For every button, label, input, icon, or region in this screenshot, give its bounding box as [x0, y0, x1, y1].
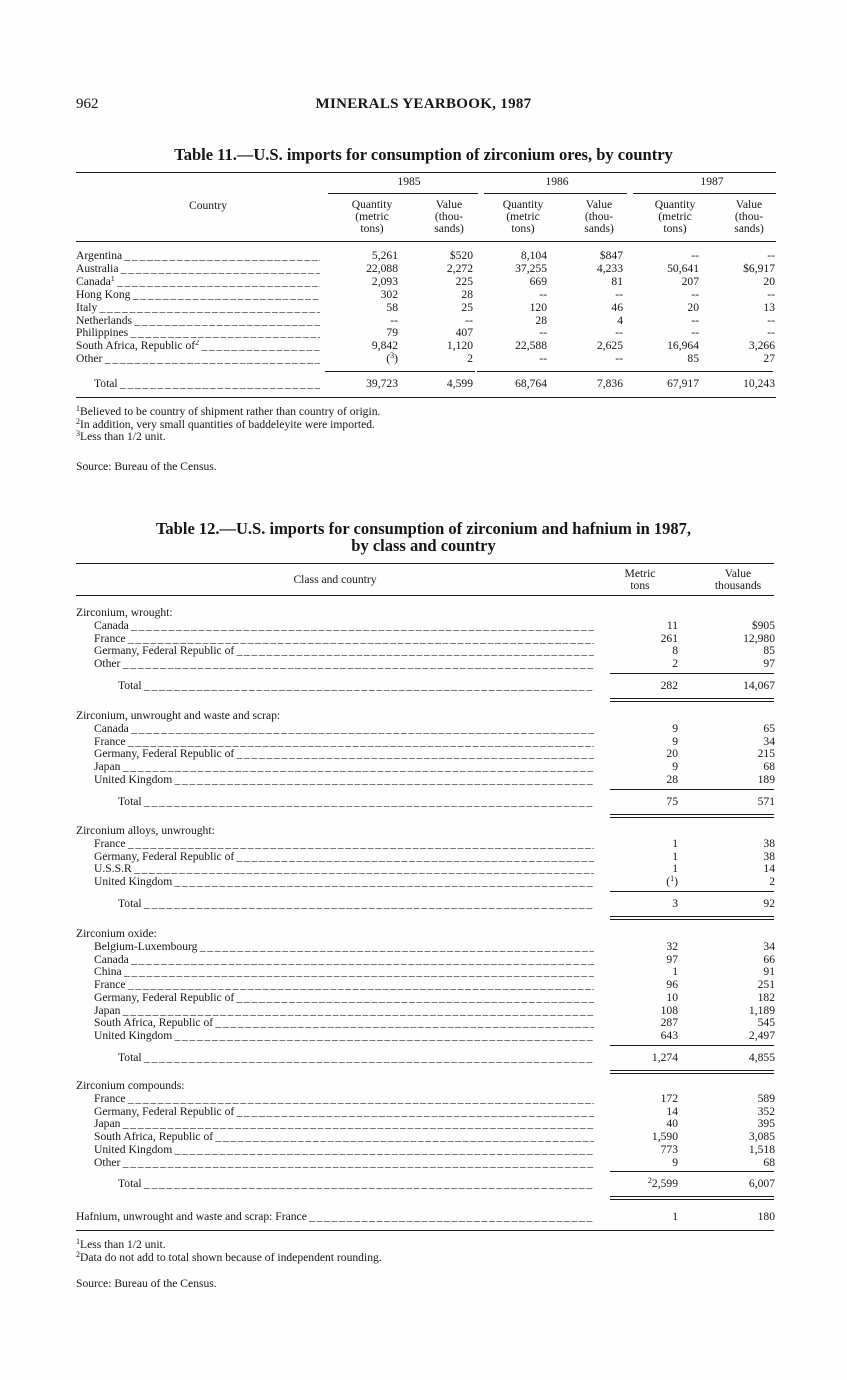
source-note: Source: Bureau of the Census. — [76, 460, 217, 473]
column-header: Quantity — [351, 198, 393, 211]
value-cell: 2 — [769, 875, 775, 889]
column-header: Quantity — [502, 198, 544, 211]
column-header: Value — [735, 198, 763, 211]
table-cell: 3,266 — [748, 339, 775, 353]
table-row-label: Germany, Federal Republic of _ _ _ — [94, 645, 594, 658]
value-cell: 68 — [763, 760, 775, 774]
table-cell: 22,088 — [366, 261, 398, 275]
table-row-label: Other _ _ _ — [76, 353, 320, 366]
value-cell: 182 — [757, 990, 775, 1004]
value-cell: 1,518 — [748, 1142, 775, 1156]
value-cell: 65 — [763, 722, 775, 735]
tons-cell: 1 — [672, 849, 678, 863]
table-row-label: Japan _ _ _ — [94, 761, 594, 774]
table-cell: 302 — [380, 287, 398, 301]
column-header: (metric — [355, 210, 389, 223]
table-row-label: U.S.S.R _ _ _ — [94, 863, 594, 876]
column-header: (thou- — [434, 210, 464, 223]
total-row-label: Total _ _ _ — [118, 898, 594, 911]
total-tons-cell: 1,274 — [651, 1050, 678, 1064]
table-12-title: Table 12.—U.S. imports for consumption of zirconium and hafnium in 1987, — [155, 519, 692, 538]
year-spanner-rule — [633, 193, 776, 194]
footnote-marker: 1 — [76, 404, 80, 413]
table-row-label: Japan _ _ _ — [94, 1005, 594, 1018]
table-cell: 2 — [467, 352, 473, 366]
table-cell: 669 — [529, 274, 547, 288]
total-row-label: Total _ _ _ — [118, 680, 594, 693]
footnote-marker: 2 — [195, 340, 200, 348]
footnote: $^1$Less than 1/2 unit. — [76, 1237, 166, 1251]
column-header: sands) — [434, 222, 464, 235]
value-cell: 12,980 — [743, 631, 775, 645]
total-value-cell: 92 — [763, 896, 775, 910]
total-tons-cell: $^2$2,599 — [647, 1176, 678, 1191]
table-cell: 28 — [535, 313, 547, 327]
total-row-label: Total _ _ _ — [94, 378, 320, 391]
column-header: sands) — [734, 222, 764, 235]
tons-cell: 28 — [666, 772, 678, 786]
table-row-label: South Africa, Republic of _ _ _ — [94, 1017, 594, 1030]
table-cell: 16,964 — [667, 339, 699, 353]
table-row-label: Germany, Federal Republic of _ _ _ — [94, 1106, 594, 1119]
table-row-label: France _ _ _ — [94, 1093, 594, 1106]
table-11-title: Table 11.—U.S. imports for consumption of zirconium ores, by country — [174, 145, 673, 164]
value-cell: 180 — [757, 1210, 775, 1223]
subtotal-rule — [610, 789, 774, 790]
tons-cell: 9 — [672, 1155, 678, 1169]
value-cell: 68 — [763, 1155, 775, 1169]
table-row-label: Netherlands _ _ _ — [76, 315, 320, 328]
value-cell: 14 — [763, 862, 775, 876]
value-cell: 545 — [757, 1016, 775, 1030]
table-cell: -- — [767, 287, 775, 301]
footnote-marker: 2 — [76, 416, 80, 426]
table-row-label: China _ _ _ — [94, 966, 594, 979]
total-cell: 10,243 — [743, 377, 775, 390]
table-row-label: France _ _ _ — [94, 838, 594, 851]
year-header: 1987 — [700, 175, 724, 188]
tons-cell: 9 — [672, 734, 678, 748]
table-cell: -- — [691, 287, 699, 301]
stub-header: Class and country — [293, 573, 377, 586]
section-heading: Zirconium alloys, unwrought: — [76, 824, 215, 837]
running-head: MINERALS YEARBOOK, 1987 — [315, 96, 532, 112]
tons-cell: 172 — [660, 1092, 678, 1105]
table-cell: 225 — [455, 274, 473, 288]
tons-cell: 9 — [672, 760, 678, 774]
table-cell: 58 — [386, 300, 398, 314]
table-cell: 4 — [617, 313, 623, 327]
year-header: 1985 — [397, 175, 421, 188]
tons-cell: 261 — [660, 631, 678, 645]
value-cell: $905 — [751, 619, 775, 632]
table-cell: 46 — [611, 300, 623, 314]
footnote-marker: 1 — [110, 275, 115, 283]
tons-cell: 10 — [666, 990, 678, 1004]
table-cell: 79 — [386, 326, 398, 340]
total-double-rule — [610, 817, 774, 818]
hafnium-row-label: Hafnium, unwrought and waste and scrap: France _ _ _ — [76, 1211, 594, 1224]
section-heading: Zirconium, wrought: — [76, 606, 173, 619]
table-cell: 25 — [461, 300, 473, 314]
tons-cell: 643 — [660, 1028, 678, 1042]
column-header: tons) — [511, 222, 535, 235]
tons-cell: 8 — [672, 644, 678, 658]
table-cell: -- — [539, 287, 547, 301]
subtotal-rule — [325, 371, 475, 372]
table-row-label: Germany, Federal Republic of _ _ _ — [94, 992, 594, 1005]
table-cell: -- — [465, 313, 473, 327]
table-11-top-rule — [76, 172, 776, 173]
table-row-label: Hong Kong _ _ _ — [76, 289, 320, 302]
total-double-rule — [610, 814, 774, 815]
footnote: $^1$Believed to be country of shipment rather than country of origin. — [76, 404, 381, 418]
value-cell: 352 — [757, 1104, 775, 1118]
tons-cell: 1 — [672, 837, 678, 850]
table-row-label: France _ _ _ — [94, 979, 594, 992]
table-cell: -- — [615, 326, 623, 340]
year-header: 1986 — [545, 175, 569, 188]
column-header: Value — [585, 198, 613, 211]
tons-cell: ($^1$) — [666, 874, 678, 889]
footnote-marker: 2 — [647, 1176, 652, 1186]
subtotal-rule — [610, 891, 774, 892]
table-row-label: Other _ _ _ — [94, 658, 594, 671]
table-cell: 13 — [763, 300, 775, 314]
table-cell: -- — [615, 287, 623, 301]
table-cell: 2,625 — [596, 339, 623, 353]
table-cell: 2,272 — [446, 261, 473, 275]
column-header: (metric — [506, 210, 540, 223]
section-heading: Zirconium oxide: — [76, 927, 157, 940]
value-cell: 251 — [757, 978, 775, 992]
tons-cell: 96 — [666, 978, 678, 992]
table-12-header-rule — [76, 595, 774, 596]
column-header: thousands — [714, 579, 762, 592]
table-cell: 207 — [681, 274, 699, 288]
total-double-rule — [610, 1073, 774, 1074]
subtotal-rule — [610, 1171, 774, 1172]
table-cell: 22,588 — [515, 339, 547, 353]
tons-cell: 14 — [666, 1104, 678, 1118]
tons-cell: 20 — [666, 747, 678, 761]
table-row-label: Philippines _ _ _ — [76, 327, 320, 340]
table-cell: -- — [390, 313, 398, 327]
footnote-marker: 2 — [76, 1250, 80, 1259]
year-spanner-rule — [484, 193, 627, 194]
table-11-bottom-rule — [76, 397, 776, 398]
table-cell: -- — [691, 326, 699, 340]
subtotal-rule — [610, 673, 774, 674]
table-row-label: Canada$^1$ _ _ _ — [76, 276, 320, 289]
total-double-rule — [610, 698, 774, 699]
column-header: tons) — [663, 222, 687, 235]
subtotal-rule — [623, 371, 773, 372]
section-heading: Zirconium compounds: — [76, 1079, 185, 1092]
table-cell: $847 — [599, 249, 623, 262]
tons-cell: 1 — [672, 1210, 678, 1223]
value-cell: 85 — [763, 644, 775, 658]
value-cell: 97 — [763, 657, 775, 671]
table-cell: 5,261 — [371, 249, 398, 262]
total-double-rule — [610, 919, 774, 920]
total-cell: 7,836 — [596, 377, 623, 390]
table-row-label: Other _ _ _ — [94, 1157, 594, 1170]
stub-header: Country — [188, 199, 227, 212]
value-cell: 38 — [763, 849, 775, 863]
column-header: Quantity — [654, 198, 696, 211]
table-cell: -- — [539, 352, 547, 366]
tons-cell: 1 — [672, 862, 678, 876]
value-cell: 2,497 — [748, 1028, 775, 1042]
table-row-label: Australia _ _ _ — [76, 263, 320, 276]
footnote: $^2$In addition, very small quantities of baddeleyite were imported. — [76, 416, 375, 431]
tons-cell: 97 — [666, 952, 678, 966]
column-header: Value — [435, 198, 463, 211]
table-cell: $6,917 — [743, 261, 775, 275]
table-cell: ($^3$) — [386, 351, 398, 366]
value-cell: 215 — [757, 747, 775, 761]
total-cell: 4,599 — [446, 377, 473, 390]
footnote-marker: 1 — [76, 1237, 80, 1246]
tons-cell: 11 — [666, 619, 678, 632]
total-double-rule — [610, 701, 774, 702]
total-tons-cell: 75 — [666, 794, 678, 808]
subtotal-rule — [610, 1045, 774, 1046]
value-cell: 395 — [757, 1117, 775, 1131]
value-cell: 34 — [763, 940, 775, 953]
value-cell: 589 — [757, 1092, 775, 1105]
table-row-label: France _ _ _ — [94, 633, 594, 646]
table-cell: 20 — [687, 300, 699, 314]
column-header: sands) — [584, 222, 614, 235]
table-cell: 85 — [687, 352, 699, 366]
table-row-label: Canada _ _ _ — [94, 954, 594, 967]
tons-cell: 9 — [672, 722, 678, 735]
value-cell: 34 — [763, 734, 775, 748]
table-cell: -- — [767, 313, 775, 327]
tons-cell: 773 — [660, 1142, 678, 1156]
table-cell: -- — [539, 326, 547, 340]
footnote: $^3$Less than 1/2 unit. — [76, 429, 166, 443]
table-cell: 1,120 — [446, 339, 473, 353]
tons-cell: 108 — [660, 1003, 678, 1017]
column-header: tons) — [360, 222, 384, 235]
table-cell: -- — [767, 249, 775, 262]
table-row-label: Germany, Federal Republic of _ _ _ — [94, 748, 594, 761]
table-cell: -- — [767, 326, 775, 340]
column-header: tons — [630, 579, 650, 592]
table-row-label: Belgium-Luxembourg _ _ _ — [94, 941, 594, 954]
table-cell: 120 — [529, 300, 547, 314]
footnote-marker: 3 — [76, 429, 80, 438]
table-row-label: South Africa, Republic $of^2$ _ _ _ — [76, 340, 320, 353]
column-header: Metric — [624, 567, 656, 580]
table-cell: 28 — [461, 287, 473, 301]
total-double-rule — [610, 1196, 774, 1197]
footnote: $^2$Data do not add to total shown because of independent rounding. — [76, 1250, 382, 1264]
table-cell: -- — [691, 249, 699, 262]
table-cell: -- — [691, 313, 699, 327]
tons-cell: 2 — [672, 657, 678, 671]
total-row-label: Total _ _ _ — [118, 1178, 594, 1191]
total-row-label: Total _ _ _ — [118, 796, 594, 809]
table-row-label: Italy _ _ _ — [76, 302, 320, 315]
value-cell: 3,085 — [748, 1130, 775, 1144]
total-double-rule — [610, 1199, 774, 1200]
table-row-label: Canada _ _ _ — [94, 620, 594, 633]
table-cell: 407 — [455, 326, 473, 340]
total-value-cell: 4,855 — [748, 1050, 775, 1064]
table-cell: 20 — [763, 274, 775, 288]
tons-cell: 1,590 — [651, 1130, 678, 1144]
value-cell: 1,189 — [748, 1003, 775, 1017]
value-cell: 91 — [763, 965, 775, 979]
table-cell: 50,641 — [667, 261, 699, 275]
source-note: Source: Bureau of the Census. — [76, 1277, 217, 1290]
tons-cell: 40 — [666, 1117, 678, 1131]
section-heading: Zirconium, unwrought and waste and scrap: — [76, 709, 281, 722]
total-value-cell: 14,067 — [743, 678, 775, 692]
value-cell: 189 — [757, 772, 775, 786]
table-row-label: United Kingdom _ _ _ — [94, 876, 594, 889]
column-header: (thou- — [734, 210, 764, 223]
table-cell: 8,104 — [520, 249, 547, 262]
total-tons-cell: 282 — [660, 678, 678, 692]
table-row-label: United Kingdom _ _ _ — [94, 1144, 594, 1157]
column-header: Value — [724, 567, 752, 580]
table-12-bottom-rule — [76, 1230, 774, 1231]
table-row-label: Germany, Federal Republic of _ _ _ — [94, 851, 594, 864]
value-cell: 66 — [763, 952, 775, 966]
table-cell: 2,093 — [371, 274, 398, 288]
table-cell: 81 — [611, 274, 623, 288]
tons-cell: 287 — [660, 1016, 678, 1030]
table-cell: 37,255 — [515, 261, 547, 275]
total-cell: 67,917 — [667, 377, 699, 390]
tons-cell: 32 — [666, 940, 678, 953]
table-12-top-rule — [76, 563, 774, 564]
total-cell: 39,723 — [366, 377, 398, 390]
table-row-label: United Kingdom _ _ _ — [94, 774, 594, 787]
total-double-rule — [610, 916, 774, 917]
total-row-label: Total _ _ _ — [118, 1052, 594, 1065]
column-header: (thou- — [584, 210, 614, 223]
total-value-cell: 571 — [757, 794, 775, 808]
table-row-label: Argentina _ _ _ — [76, 250, 320, 263]
table-row-label: United Kingdom _ _ _ — [94, 1030, 594, 1043]
total-tons-cell: 3 — [672, 896, 678, 910]
subtotal-rule — [477, 371, 627, 372]
table-12-title-line-2: by class and country — [351, 536, 496, 555]
year-spanner-rule — [328, 193, 478, 194]
total-double-rule — [610, 1070, 774, 1071]
column-header: (metric — [658, 210, 692, 223]
table-cell: 4,233 — [596, 261, 623, 275]
table-row-label: Canada _ _ _ — [94, 723, 594, 736]
page-number: 962 — [76, 96, 99, 112]
table-cell: -- — [615, 352, 623, 366]
total-value-cell: 6,007 — [748, 1177, 775, 1191]
tons-cell: 1 — [672, 965, 678, 979]
total-cell: 68,764 — [515, 377, 547, 390]
table-row-label: France _ _ _ — [94, 736, 594, 749]
table-row-label: South Africa, Republic of _ _ _ — [94, 1131, 594, 1144]
table-row-label: Japan _ _ _ — [94, 1118, 594, 1131]
table-cell: $520 — [449, 249, 473, 262]
table-cell: 9,842 — [371, 339, 398, 353]
value-cell: 38 — [763, 837, 775, 850]
table-11-header-rule — [76, 241, 776, 242]
table-cell: 27 — [763, 352, 775, 366]
